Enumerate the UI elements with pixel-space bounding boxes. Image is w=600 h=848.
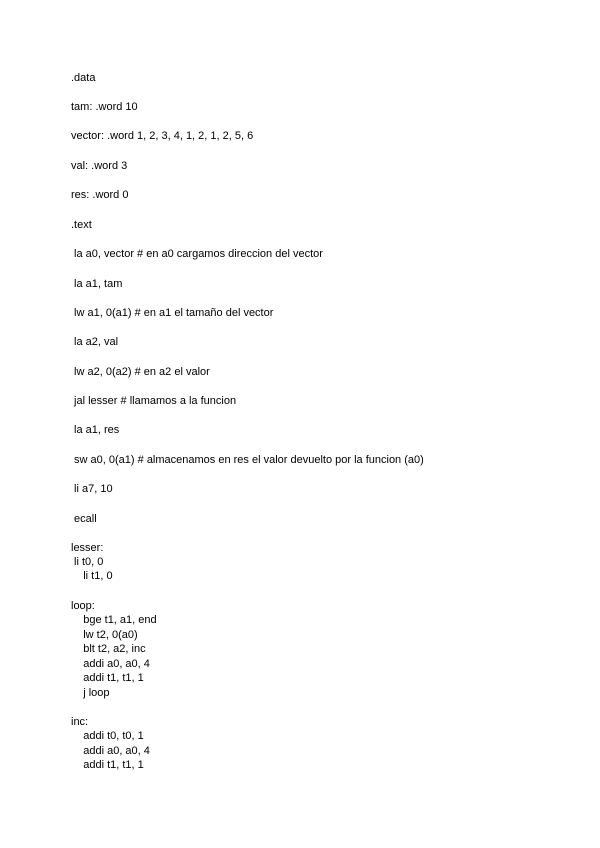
- code-line: la a2, val: [71, 336, 119, 348]
- code-line: lw t2, 0(a0): [71, 629, 138, 641]
- code-line: lw a2, 0(a2) # en a2 el valor: [71, 366, 210, 378]
- code-line: li t0, 0: [71, 556, 104, 568]
- code-line: addi a0, a0, 4: [71, 658, 150, 670]
- code-line: lesser:: [71, 542, 104, 554]
- code-line: inc:: [71, 716, 89, 728]
- code-line: la a0, vector # en a0 cargamos direccion del vector: [71, 248, 323, 260]
- code-line: ecall: [71, 513, 97, 525]
- code-line: .text: [71, 219, 92, 231]
- code-line: tam: .word 10: [71, 101, 138, 113]
- code-line: sw a0, 0(a1) # almacenamos en res el valor devuelto por la funcion (a0): [71, 454, 424, 466]
- code-line: addi t1, t1, 1: [71, 759, 144, 771]
- code-line: addi t1, t1, 1: [71, 672, 144, 684]
- code-line: j loop: [71, 687, 110, 699]
- code-line: .data: [71, 72, 96, 84]
- code-line: addi t0, t0, 1: [71, 730, 144, 742]
- code-line: la a1, res: [71, 424, 120, 436]
- code-line: li a7, 10: [71, 483, 113, 495]
- code-line: loop:: [71, 600, 95, 612]
- code-line: jal lesser # llamamos a la funcion: [71, 395, 237, 407]
- code-line: addi a0, a0, 4: [71, 745, 150, 757]
- code-line: lw a1, 0(a1) # en a1 el tamaño del vector: [71, 307, 274, 319]
- code-line: blt t2, a2, inc: [71, 643, 146, 655]
- code-line: res: .word 0: [71, 189, 129, 201]
- code-line: la a1, tam: [71, 278, 123, 290]
- code-line: val: .word 3: [71, 160, 128, 172]
- code-line: vector: .word 1, 2, 3, 4, 1, 2, 1, 2, 5, 6: [71, 130, 254, 142]
- code-line: li t1, 0: [71, 570, 113, 582]
- code-line: bge t1, a1, end: [71, 614, 157, 626]
